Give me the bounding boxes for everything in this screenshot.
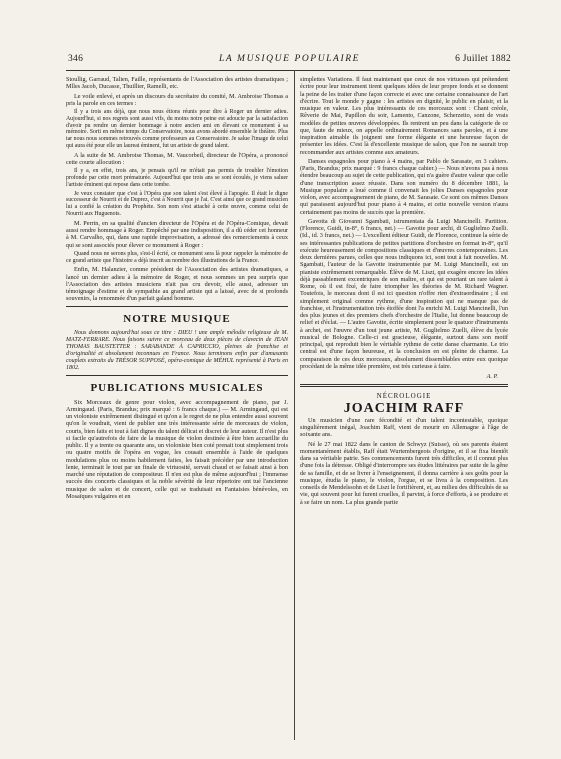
paragraph: M. Perrin, en sa qualité d'ancien directeur de l'Opéra et de l'Opéra-Comique, devait aussi rendre hommage à Roger. Empêché par une indisposition, il a dû céder cet honneur à M. Carvalho, qui, dans une rapide improvisation, a adressé des remerciements à ceux qui se sont associés pour élever ce monument à Roger : <box>66 219 288 249</box>
section-title-notre-musique: NOTRE MUSIQUE <box>123 312 231 325</box>
quoted-speech: Quand nous ne serons plus, s'est-il écrié, ce monument sera là pour rappeler la mémoire de ce grand artiste que l'histoire a déjà inscrit au nombre des illustrations de la France. <box>66 250 288 264</box>
paragraph: Gavotta di Giovanni Sgambati, istrumentata da Luigi Mancinelli. Partition. (Florence, Guidi, in-8°, 6 francs, net.) — Gavotte pour archi, di Guglielmo Zuelli. (Id., id. 3 francs, net.) — L'excellent éditeur Guidi, de Florence, continue la série de ses intéressantes publications de petites partitions d'orchestre en format in-8°, qu'il exécute heureusement de compositions classiques et d'œuvres contemporaines. Les deux dernières parues, celles que nous indiquons ici, sont tout à fait nouvelles. M. Sgambati, l'auteur de la Gavotte instrumentée par M. Luigi Mancinelli, est un pianiste extrêmement remarquable. Élève de M. Liszt, qui exagère encore les idées déjà passablement excentriques de son maître, et qui est pourtant un rare talent à Rome, où il est fixé, de faire triompher les théories de M. Richard Wagner. Toutefois, le morceau dont il est ici question n'offre rien d'extraordinaire ; il est simplement original comme rythme, d'une inspiration qui ne manque pas de franchise, et l'instrumentation très étoffée dont l'a enrichi M. Luigi Mancinelli, l'un des plus jeunes et des premiers chefs d'orchestre de l'Italie, lui donne beaucoup de relief et d'éclat. — L'autre Gavotte, écrite simplement pour le quatuor d'instruments à archet, est l'œuvre d'un tout jeune artiste, M. Guglielmo Zuelli, élève du lycée musical de Bologne. Celle-ci est gracieuse, élégante, surtout dans son motif principal, qui reproduit bien le véritable rythme de cette danse charmante. Le trio central est d'une façon heureuse, et la conclusion en est pleine de charme. La comparaison de ces deux morceaux, absolument dissemblables entre eux quoique procédant de la même idée première, est très curieuse à faire. <box>300 217 508 370</box>
author-signature: A. P. <box>486 373 498 380</box>
paragraph: Né le 27 mai 1822 dans le canton de Schwyz (Suisse), où ses parents étaient momentanément établis, Raff était Wurtembergeois d'origine, et il se fixa bientôt dans sa véritable patrie. Ses commencements furent très difficiles, et il connut plus d'une fois la détresse. Obligé d'interrompre ses études littéraires par suite de la gêne de sa famille, et de se livrer à l'enseignement, il donna carrière à ses goûts pour la musique, étudia le piano, le violon, l'orgue, et se livra à la composition. Les conseils de Mendelssohn et de Liszt le fortifièrent, et, au milieu des difficultés de sa vie, qui souvent pour lui furent cruelles, il parvint, à force d'efforts, à se produire et à se faire un nom. La plus grande partie <box>300 440 508 506</box>
quoted-speech: Je veux constater que c'est à l'Opéra que son talent s'est élevé à l'apogée. Il était le digne successeur de Nourrit et de Duprez, c'est à Nourrit que je l'ai. C'est ainsi que ce grand musicien lui a confié la création du Prophète. Son nom s'est attaché à cette œuvre, comme celui de Nourrit aux Huguenots. <box>66 190 288 218</box>
page-number: 346 <box>68 54 84 64</box>
paragraph: Un musicien d'une rare fécondité et d'un talent incontestable, quoique singulièrement inégal, Joachim Raff, vient de mourir en Allemagne à l'âge de soixante ans. <box>300 416 508 439</box>
paragraph: Enfin, M. Halanzier, comme président de l'Association des artistes dramatiques, a lancé un dernier adieu à la mémoire de Roger, et nous sommes un peu surpris que l'Association des artistes musiciens n'ait pas cru devoir, elle aussi, adresser un témoignage d'estime et de sympathie au grand artiste qui a laissé, avec de si profonds souvenirs, la renommée d'un parfait galand homme. <box>66 266 288 303</box>
page-header <box>68 54 511 68</box>
issue-date: 6 Juillet 1882 <box>455 54 511 64</box>
section-separator <box>66 306 288 307</box>
paragraph: Six Morceaux de genre pour violon, avec accompagnement de piano, par J. Armingaud. (Paris, Brandus; prix marqué : 6 francs chaque.) — M. Armingaud, qui est un violoniste extrêmement distingué et qu'on a le regret de ne plus entendre aussi souvent qu'on le voudrait, vient de publier une très intéressante série de morceaux de violon, courts, bien faits et tout à fait dignes du talent délicat et discret de leur auteur. Il n'est plus si facile qu'autrefois de faire de la musique de violon destinée à être bien accueillie du public. Il y a trente ou quarante ans, un violoniste bien coté prenait tout simplement trois ou quatre motifs de l'opéra en vogue, les cousait ensemble à l'aide de quelques modulations plus ou moins habilement faites, les faisait précéder par une introduction lente, terminait le tout par un finale de virtuosité, servait chaud et se faisait ainsi à bon marché une réputation de compositeur. Il n'en est plus de même aujourd'hui ; l'immense succès des concerts classiques et la noble sévérité de leur répertoire ont tué l'ancienne musique de salon et de concert, celle qui se traduisait en Fantaisies bénévoles, en Mosaïques vulgaires et en <box>66 398 288 500</box>
section-separator <box>66 375 288 376</box>
journal-title: LA MUSIQUE POPULAIRE <box>218 54 361 64</box>
paragraph: Le voile enlevé, et après un discours du secrétaire du comité, M. Ambroise Thomas a pris la parole en ces termes : <box>66 92 288 107</box>
quoted-speech: Il y a, en effet, trois ans, je pensais qu'il ne m'était pas permis de troubler l'émotion profonde par cette mort prématurée. Aujourd'hui que trois ans se sont écoulés, je viens saluer l'artiste éminent qui repose dans cette tombe. <box>66 168 288 188</box>
right-column <box>300 76 508 508</box>
paragraph: Stoullig, Garraud, Talien, Faille, représentants de l'Association des artistes dramatiques ; Mlles Jacob, Ducasse, Thuillier, Ramelli, etc. <box>66 76 288 91</box>
section-title-necrologie: NÉCROLOGIE <box>376 392 432 401</box>
paragraph: A la suite de M. Ambroise Thomas, M. Vaucorbeil, directeur de l'Opéra, a prononcé cette courte allocution : <box>66 151 288 167</box>
obituary-title: JOACHIM RAFF <box>343 400 465 416</box>
section-separator <box>300 384 508 387</box>
notre-musique-text: Nous donnons aujourd'hui sous ce titre : DIEU ! une ample mélodie religieuse de M. MATZ-FERRARE. Nous faisons suivre ce morceau de deux pièces de clavecin de JEAN THOMAS BAUSTETTER : SARABANDE À CAPRICCIO, pleines de franchise et d'originalité et absolument inconnues en France. Nous terminons enfin par d'amusants couplets extraits du TRÉSOR SUPPOSÉ, opéra-comique de MÉHUL représenté à Paris en 1802. <box>66 329 288 371</box>
section-title-publications: PUBLICATIONS MUSICALES <box>90 381 264 394</box>
paragraph: Danses espagnoles pour piano à 4 mains, par Pablo de Sarasate, en 3 cahiers. (Paris, Brandus; prix marqué : 9 francs chaque cahier.) — Nous n'avons pas à nous étendre beaucoup au sujet de cette publication, qui n'a guère d'autre valeur que celle d'une transcription assez réussie. Dans son numéro du 8 décembre 1881, la Musique populaire a loué comme il convenait les jolies Danses espagnoles pour violon, avec accompagnement de piano, de M. Sarasate. Ce sont ces mêmes Danses qui paraissent aujourd'hui pour piano à 4 mains, et cette nouvelle version n'aura certainement pas moins de succès que la première. <box>300 157 508 216</box>
left-column <box>66 76 288 502</box>
paragraph: simplettes Variations. Il faut maintenant que ceux de nos virtuoses qui prétendent écrire pour leur instrument tirent quelques idées de leur propre fonds et se donnent la peine de les traiter d'une façon correcte et avec une certaine connaissance de l'art d'écrire. Tout le monde y gagne : les artistes en dignité, le public en plaisir, et la musique en valeur. Les plus intéressants de ces morceaux sont : Chant créole, Rêverie de Mai, Papillon du soir, Lamento, Canzone, Scherzetto, sont de vrais modèles de petites œuvres développées. Ils rentrent un peu dans la catégorie de ce que, faute de mieux, on appelle ordinairement Romances sans paroles, et à une inspiration aimable ils joignent une forme élégante et une heureuse façon de présenter les idées. C'est là d'excellente musique de salon, que l'on ne saurait trop recommander aux artistes comme aux amateurs. <box>300 76 508 156</box>
column-divider <box>294 70 295 740</box>
header-rule <box>66 70 510 71</box>
quoted-speech: Il y a trois ans déjà, que nous nous étions réunis pour dire à Roger un dernier adieu. Aujourd'hui, si nos regrets sont aussi vifs, du moins notre peine est adoucie par la satisfaction d'avoir pu rendre un dernier hommage à notre ancien ami en élevant ce monument à sa mémoire. Sorti en même temps du Conservatoire, nous avons abordé ensemble le théâtre. Plus tar nous nous sommes retrouvés comme professeurs au Conservatoire. Je salue l'image de celui qui aura été pour elle un laureat éminent, fut un artiste de grand talent. <box>66 109 288 149</box>
